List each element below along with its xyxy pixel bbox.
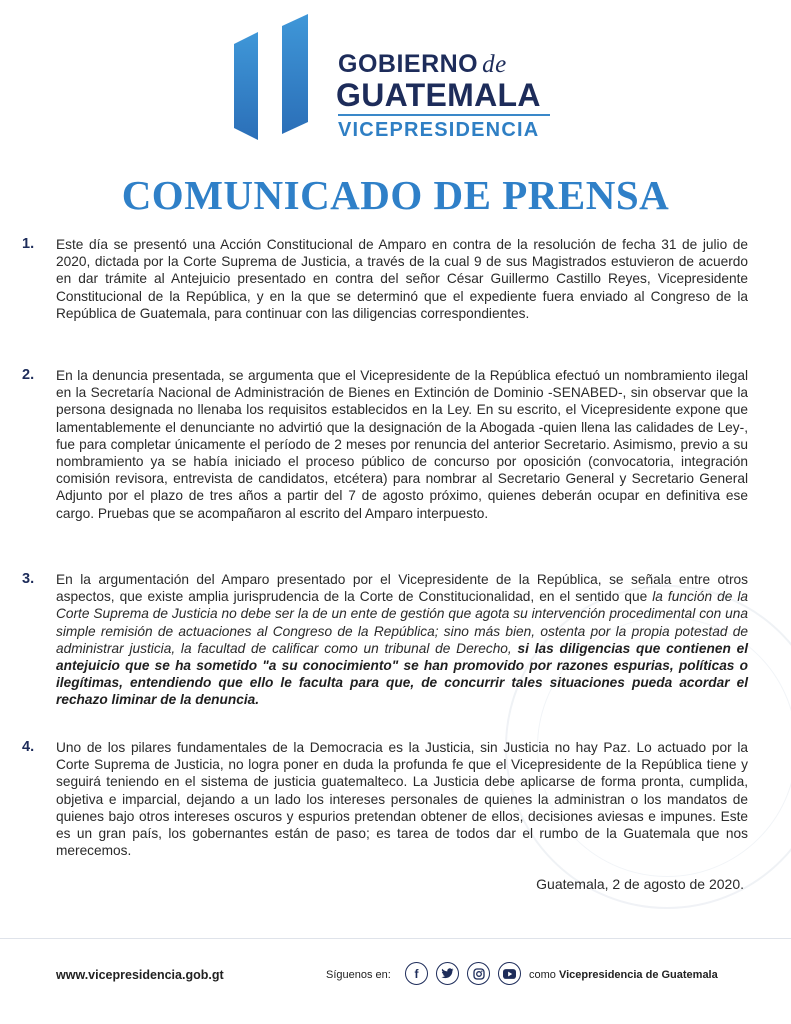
follow-label: Síguenos en:: [326, 969, 391, 981]
social-account: como Vicepresidencia de Guatemala: [529, 969, 718, 981]
footer-divider: [0, 938, 791, 939]
twitter-icon[interactable]: [436, 962, 459, 985]
brand-vicepresidencia: VICEPRESIDENCIA: [338, 119, 540, 141]
item-number: 3.: [22, 571, 35, 587]
item-text: [56, 571, 748, 709]
brand-gobierno: GOBIERNO de: [338, 50, 507, 78]
logo-bars-icon: [228, 14, 318, 144]
item-number: 1.: [22, 236, 35, 252]
signature-date: Guatemala, 2 de agosto de 2020.: [536, 876, 744, 892]
item-number: 2.: [22, 367, 35, 383]
item-text-italic: la función de la Corte Suprema de Justicia no debe ser la de un ente de gestión que agota su intervención procedimental con una simple remisión de actuaciones al Congreso de la República; sino más bien, ostenta por la propia potestad de administrar justicia, la facultad de calificar como un tribunal de Derecho,: [56, 589, 748, 656]
item-text-bold: si las diligencias que contienen el antejuicio que se ha sometido "a su conocimiento" se han promovido por razones espurias, políticas o ilegítimas, entendiendo que ello le faculta para que, de concurrir tales situaciones pueda acordar el rechazo liminar de la denuncia.: [56, 640, 749, 708]
website-link[interactable]: www.vicepresidencia.gob.gt: [56, 968, 224, 982]
brand-guatemala: GUATEMALA: [336, 77, 541, 113]
item-text: Uno de los pilares fundamentales de la Democracia es la Justicia, sin Justicia no hay Paz. Lo actuado por la Corte Suprema de Justicia, no logra poner en duda la profunda fe que el Vicepresidente de la República tiene y seguirá teniendo en el sistema de justicia guatemalteco. La Justicia debe aplicarse de forma pronta, cumplida, objetiva e imparcial, dejando a un lado los intereses personales de quienes la administran o los mandatos de quienes bajo otros intereses oscuros y espurios pretendan obtener de ellos, decisiones aviesas e impunes. Este es un gran país, los gobernantes están de paso; es tarea de todos dar el rumbo de la Guatemala que nos merecemos.: [56, 740, 748, 859]
item-text: En la denuncia presentada, se argumenta que el Vicepresidente de la República efectuó un nombramiento ilegal en la Secretaría Nacional de Administración de Bienes en Extinción de Dominio -SENABED-, sin observar que la persona designada no llenaba los requisitos establecidos en la Ley. En su escrito, el Vicepresidente expone que lamentablemente el denunciante no advirtió que la designación de la Abogada -quien llena las calidades de Ley-, fue para completar únicamente el período de 2 meses por renuncia del anterior Secretario. Asimismo, previo a su nombramiento ya se había iniciado el proceso público de concurso por oposición (convocatoria, integración comisión revisora, entrevista de candidatos, etcétera) para nombrar al Secretario General y Secretario General Adjunto por el plazo de tres años a partir del 7 de agosto próximo, quienes deberán ocupar en definitiva ese cargo. Pruebas que se acompañaron al escrito del Amparo interpuesto.: [56, 368, 748, 521]
youtube-icon[interactable]: [498, 962, 521, 985]
facebook-icon[interactable]: f: [405, 962, 428, 985]
instagram-icon[interactable]: [467, 962, 490, 985]
header-logo: [0, 0, 791, 160]
item-number: 4.: [22, 739, 35, 755]
item-text-plain: En la argumentación del Amparo presentado por el Vicepresidente de la República, se señala entre otros aspectos, que existe amplia jurisprudencia de la Corte de Constitucionalidad, en el sentido que: [56, 572, 748, 605]
brand-divider: [338, 114, 550, 116]
page-title: COMUNICADO DE PRENSA: [121, 172, 670, 218]
item-text: Este día se presentó una Acción Constitucional de Amparo en contra de la resolución de fecha 31 de julio de 2020, dictada por la Corte Suprema de Justicia, a través de la cual 9 de sus Magistrados estuvieron de acuerdo en dar trámite al Antejuicio presentado en contra del señor César Guillermo Castillo Reyes, Vicepresidente Constitucional de la República, y en la que se determinó que el expediente fuera enviado al Congreso de la República de Guatemala, para continuar con las diligencias correspondientes.: [56, 237, 748, 321]
